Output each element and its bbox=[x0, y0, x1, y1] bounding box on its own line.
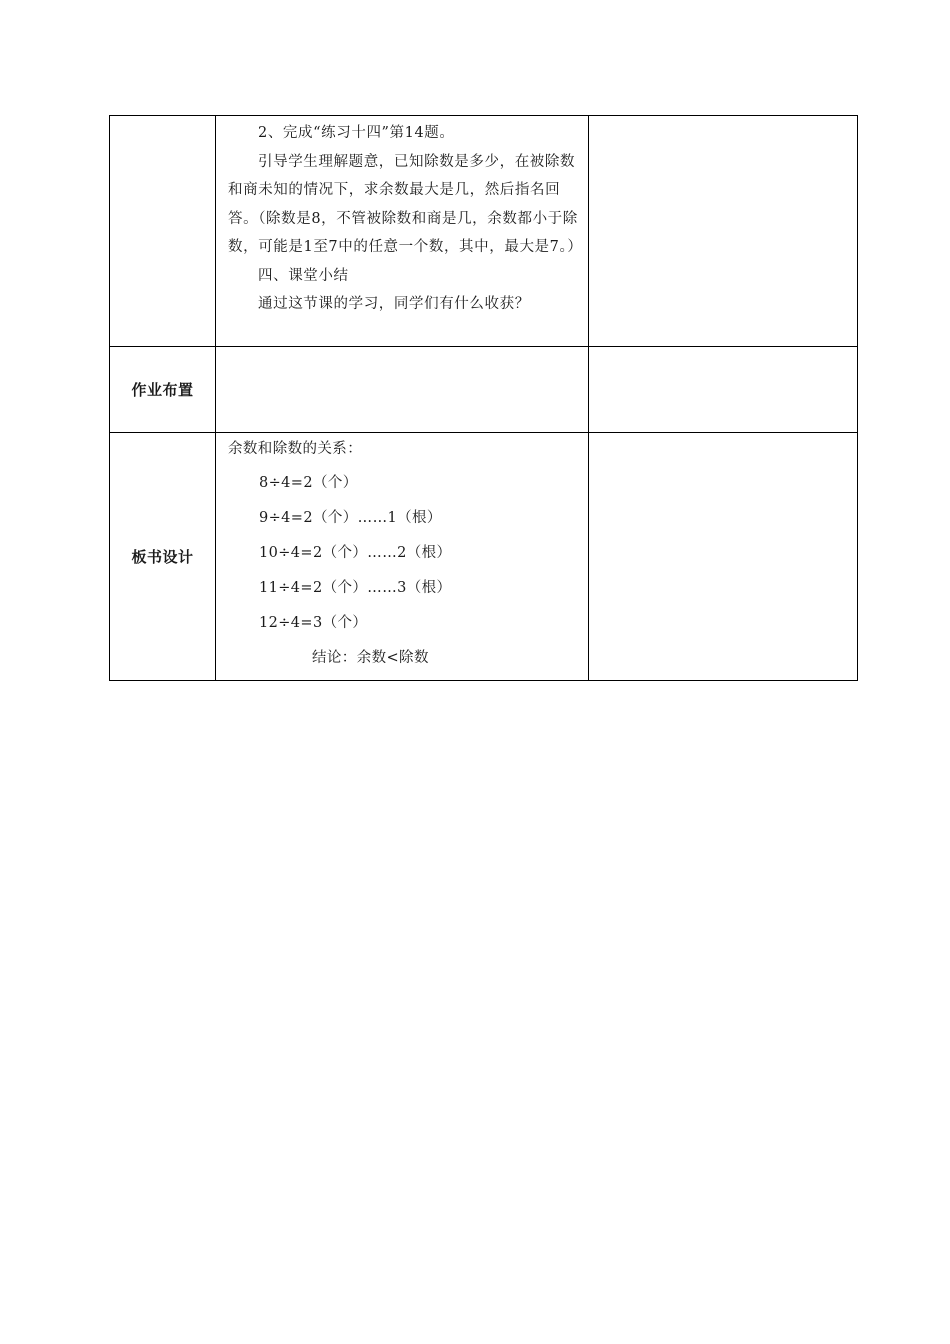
board-design-content-cell bbox=[216, 433, 589, 681]
homework-content-cell bbox=[216, 347, 589, 433]
teaching-process-label-cell bbox=[110, 116, 216, 347]
exercise-guidance: 引导学生理解题意，已知除数是多少，在被除数和商未知的情况下，求余数最大是几，然后指名回答。（除数是8，不管被除数和商是几，余数都小于除数，可能是1至7中的任意一个数，其中，最大是7。） bbox=[228, 153, 583, 255]
equation-line: 11÷4=2（个）……3（根） bbox=[259, 580, 452, 596]
lesson-plan-table bbox=[109, 115, 858, 681]
exercise-instruction: 2、完成“练习十四”第14题。 bbox=[258, 125, 455, 141]
homework-row bbox=[110, 347, 858, 433]
summary-question: 通过这节课的学习，同学们有什么收获？ bbox=[258, 296, 530, 312]
board-design-row bbox=[110, 433, 858, 681]
homework-note-cell bbox=[589, 347, 858, 433]
equation-line: 8÷4=2（个） bbox=[259, 475, 358, 491]
homework-label: 作业布置 bbox=[110, 347, 216, 433]
equation-line: 10÷4=2（个）……2（根） bbox=[259, 545, 452, 561]
board-design-label: 板书设计 bbox=[110, 433, 216, 681]
board-design-note-cell bbox=[589, 433, 858, 681]
teaching-process-row bbox=[110, 116, 858, 347]
equation-line: 12÷4=3（个） bbox=[259, 615, 368, 631]
teaching-process-note-cell bbox=[589, 116, 858, 347]
board-design-conclusion: 结论：余数<除数 bbox=[312, 650, 429, 666]
board-design-heading: 余数和除数的关系： bbox=[228, 441, 363, 457]
section-heading-summary: 四、课堂小结 bbox=[258, 267, 349, 284]
teaching-process-content-cell bbox=[216, 116, 589, 347]
equation-line: 9÷4=2（个）……1（根） bbox=[259, 510, 442, 526]
